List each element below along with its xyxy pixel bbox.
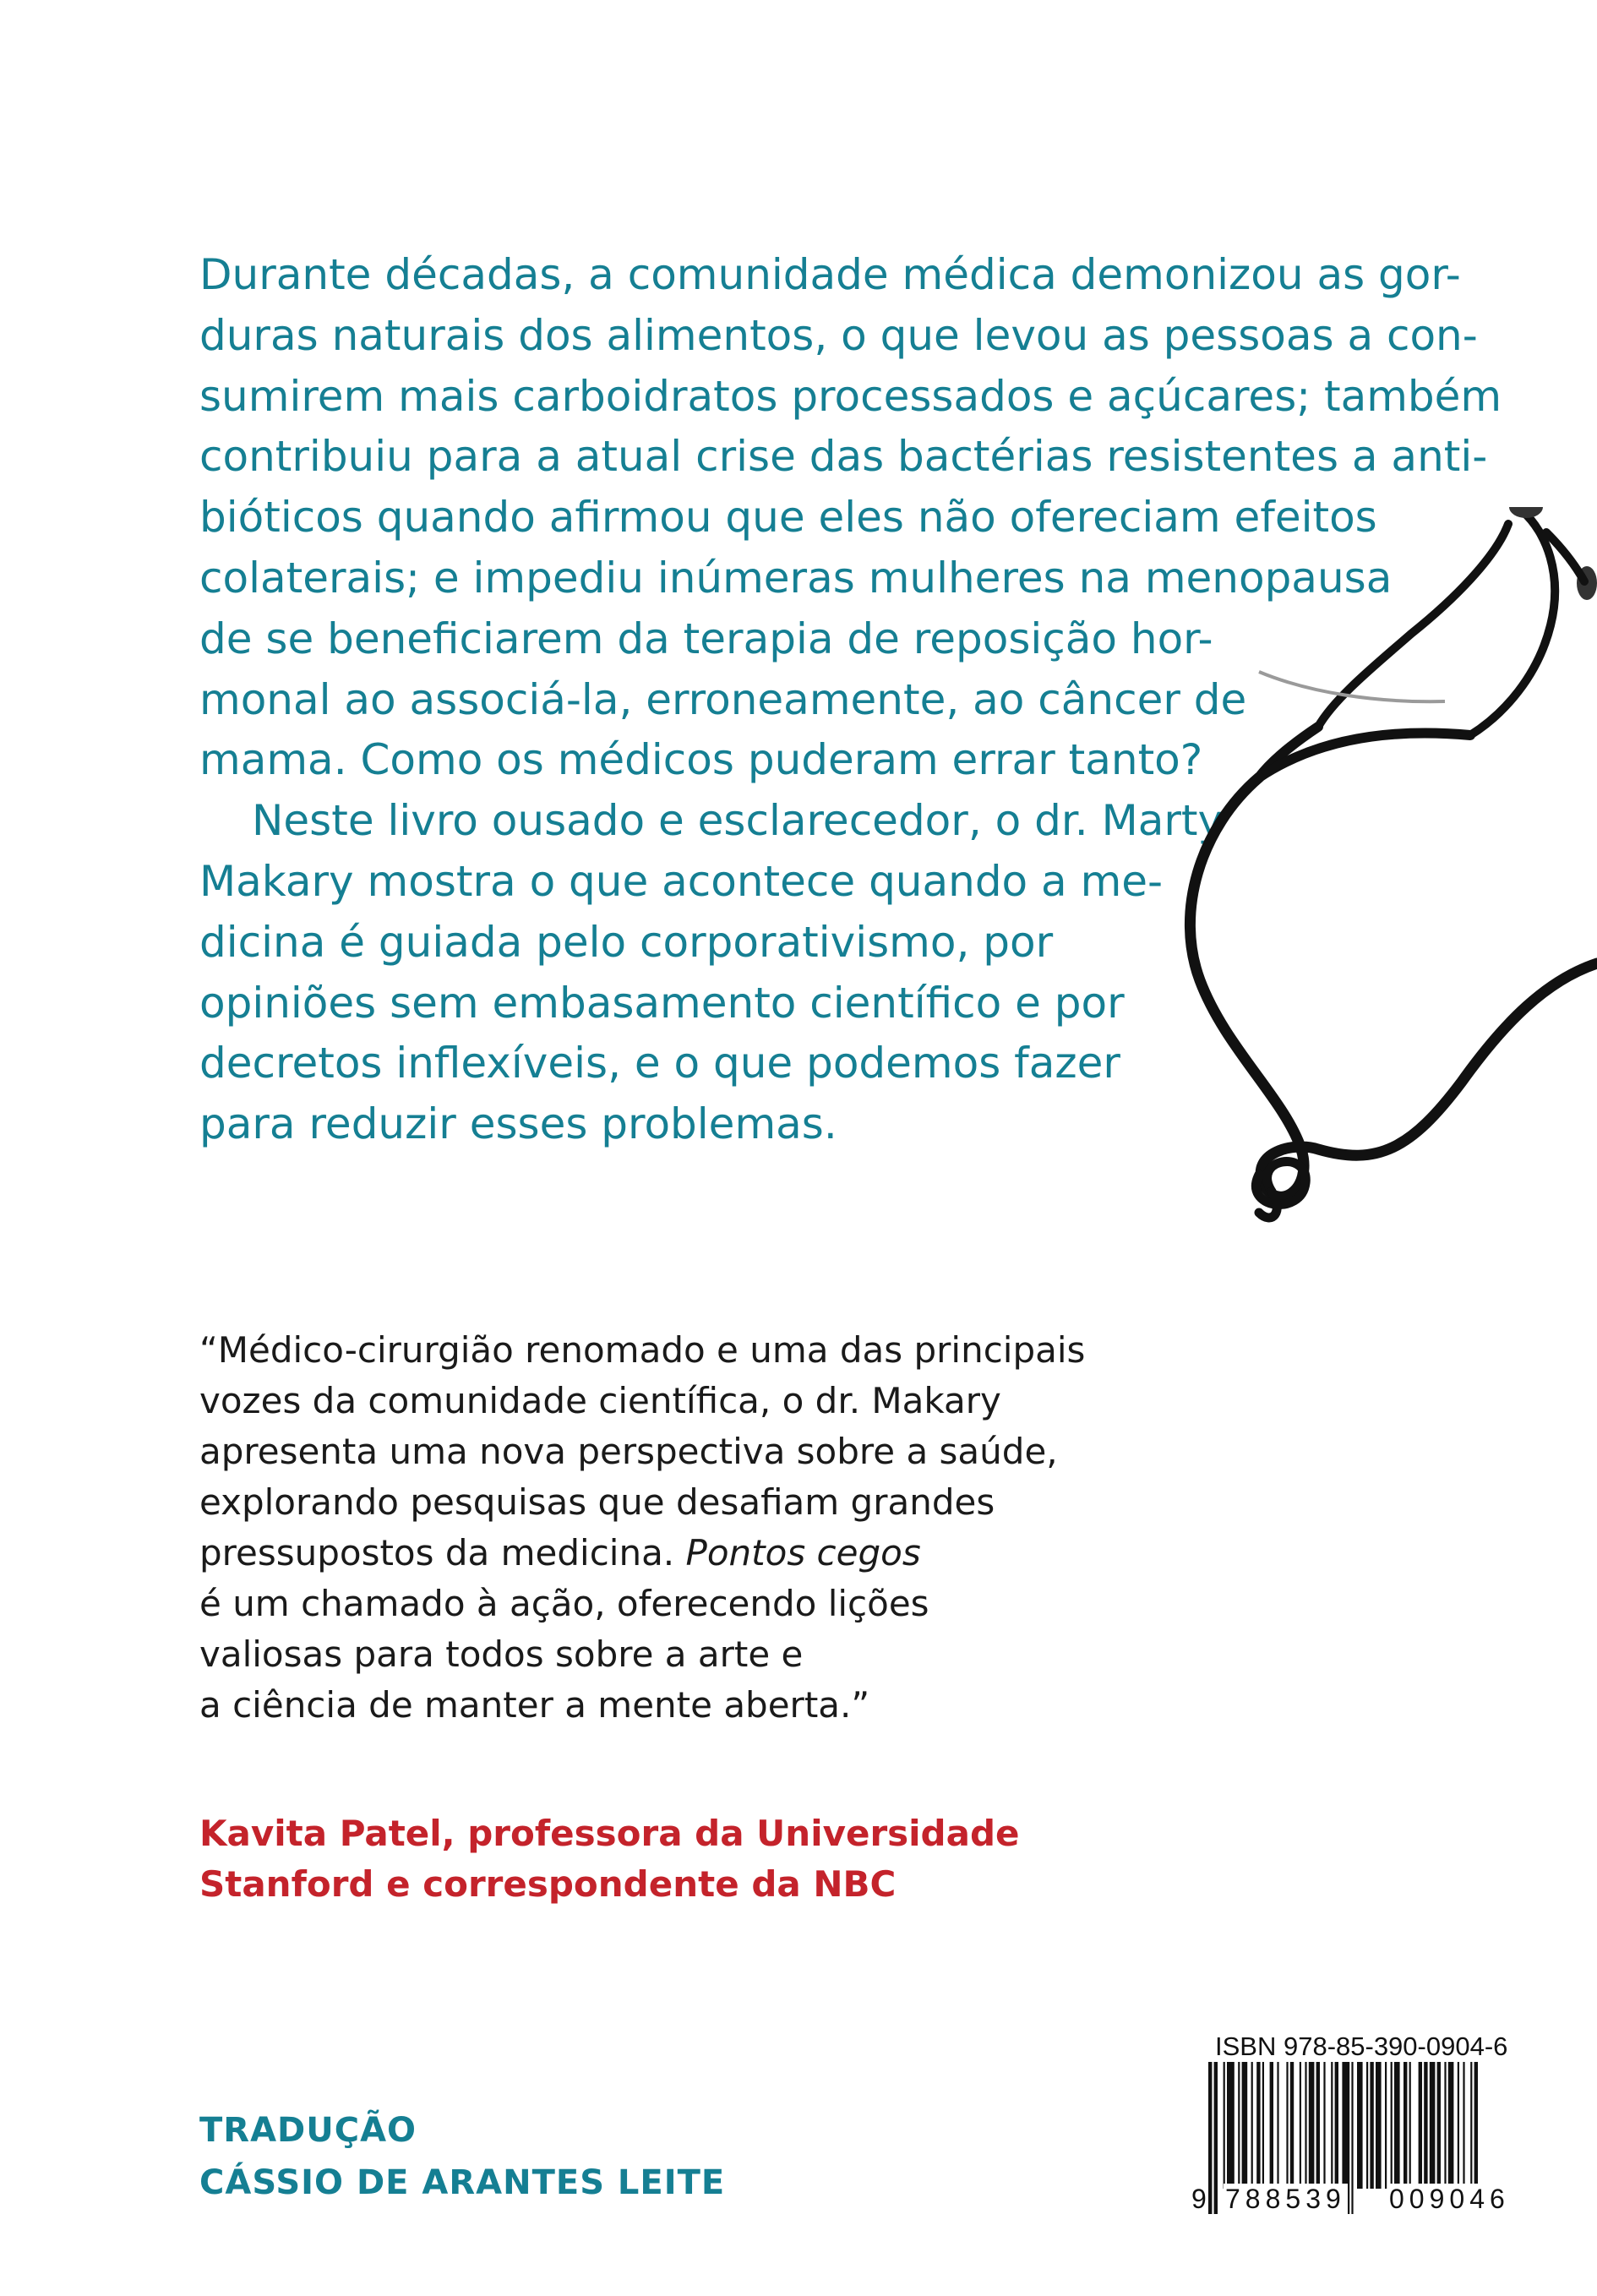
barcode-bar <box>1300 2062 1301 2189</box>
barcode-bar <box>1458 2062 1459 2189</box>
isbn-label: ISBN 978-85-390-0904-6 <box>1215 2031 1508 2061</box>
barcode-bar <box>1366 2062 1368 2189</box>
quote-line: vozes da comunidade científica, o dr. Makary <box>199 1380 1001 1421</box>
attribution-line: Stanford e correspondente da NBC <box>199 1863 897 1905</box>
barcode-bar <box>1238 2062 1240 2189</box>
synopsis-line: colaterais; e impediu inúmeras mulheres na menopausa <box>199 553 1393 603</box>
synopsis-line: monal ao associá-la, erroneamente, ao câncer de <box>199 674 1247 724</box>
attribution-line: Kavita Patel, professora da Universidade <box>199 1813 1020 1854</box>
quote-line-prefix: pressupostos da medicina. <box>199 1532 686 1573</box>
barcode-bar <box>1224 2062 1225 2189</box>
barcode-bar <box>1391 2062 1393 2189</box>
barcode-bar <box>1242 2062 1248 2189</box>
synopsis-line: Neste livro ousado e esclarecedor, o dr. Marty <box>252 796 1224 846</box>
quote-line: explorando pesquisas que desafiam grandes <box>199 1481 995 1523</box>
barcode-bar <box>1256 2062 1260 2189</box>
synopsis-line: Makary mostra o que acontece quando a me- <box>199 856 1164 906</box>
quote-line: a ciência de manter a mente aberta.” <box>199 1684 870 1726</box>
stethoscope-ear-tube-right <box>1470 511 1555 735</box>
quote-line: é um chamado à ação, oferecendo lições <box>199 1583 929 1624</box>
barcode-digits-right: 009046 <box>1389 2184 1510 2214</box>
synopsis-line: sumirem mais carboidratos processados e açúcares; também <box>199 371 1502 421</box>
barcode-bar <box>1437 2062 1441 2189</box>
translator-name: CÁSSIO DE ARANTES LEITE <box>199 2163 726 2202</box>
credit-label: TRADUÇÃO <box>199 2111 417 2150</box>
synopsis-line: opiniões sem embasamento científico e por <box>199 978 1125 1028</box>
synopsis-line: para reduzir esses problemas. <box>199 1099 837 1149</box>
quote-line: valiosas para todos sobre a arte e <box>199 1633 804 1675</box>
barcode-bar <box>1316 2062 1320 2189</box>
barcode-bar <box>1227 2062 1235 2189</box>
synopsis-line: bióticos quando afirmou que eles não ofereciam efeitos <box>199 493 1377 543</box>
barcode-bar <box>1270 2062 1273 2189</box>
stethoscope-main-tube <box>1190 777 1597 1197</box>
synopsis-line: mama. Como os médicos puderam errar tanto? <box>199 735 1203 785</box>
barcode-bar <box>1394 2062 1400 2189</box>
barcode-digits-left: 788539 <box>1225 2184 1346 2214</box>
barcode-bar <box>1430 2062 1436 2189</box>
barcode-bar <box>1424 2062 1427 2189</box>
barcode-digits <box>1190 2184 1562 2219</box>
synopsis-line: Durante décadas, a comunidade médica demonizou as gor- <box>199 250 1461 299</box>
barcode-bar <box>1286 2062 1288 2189</box>
barcode-bar <box>1448 2062 1454 2189</box>
barcode-bar <box>1376 2062 1382 2189</box>
barcode-bar <box>1262 2062 1264 2189</box>
quote-line: “Médico-cirurgião renomado e uma das principais <box>199 1329 1086 1371</box>
barcode-bar <box>1419 2062 1422 2189</box>
stethoscope-yoke-right <box>1259 733 1470 777</box>
barcode-bar <box>1444 2062 1446 2189</box>
barcode-bar <box>1385 2062 1387 2189</box>
barcode-bar <box>1409 2062 1411 2189</box>
synopsis-line: duras naturais dos alimentos, o que levou as pessoas a con- <box>199 310 1478 360</box>
barcode-bar <box>1309 2062 1315 2189</box>
synopsis-line: contribuiu para a atual crise das bactérias resistentes a anti- <box>199 432 1488 482</box>
barcode-bar <box>1251 2062 1253 2189</box>
quote-line: apresenta uma nova perspectiva sobre a saúde, <box>199 1431 1058 1472</box>
barcode-bar <box>1357 2062 1363 2189</box>
quote-line <box>199 1528 1298 1579</box>
barcode-bar <box>1463 2062 1464 2189</box>
barcode-bar <box>1404 2062 1407 2189</box>
barcode-bar <box>1323 2062 1325 2189</box>
book-title: Pontos cegos <box>685 1532 921 1573</box>
quote-attribution <box>199 1808 1298 1910</box>
barcode-bar <box>1335 2062 1338 2189</box>
synopsis-line: decretos inflexíveis, e o que podemos fazer <box>199 1039 1120 1088</box>
translation-credit <box>199 2104 960 2209</box>
barcode-bar <box>1277 2062 1278 2189</box>
synopsis-line: de se beneficiarem da terapia de reposição hor- <box>199 614 1213 663</box>
synopsis-line: dicina é guiada pelo corporativismo, por <box>199 917 1054 967</box>
barcode-bar <box>1290 2062 1294 2189</box>
barcode-bar <box>1305 2062 1306 2189</box>
barcode-bar <box>1331 2062 1333 2189</box>
stethoscope-illustration <box>1124 507 1597 1268</box>
barcode-digit-first: 9 <box>1191 2184 1207 2214</box>
barcode-bar <box>1370 2062 1373 2189</box>
endorsement-quote <box>199 1325 1298 1731</box>
stethoscope-ear-tip-right <box>1509 507 1543 518</box>
